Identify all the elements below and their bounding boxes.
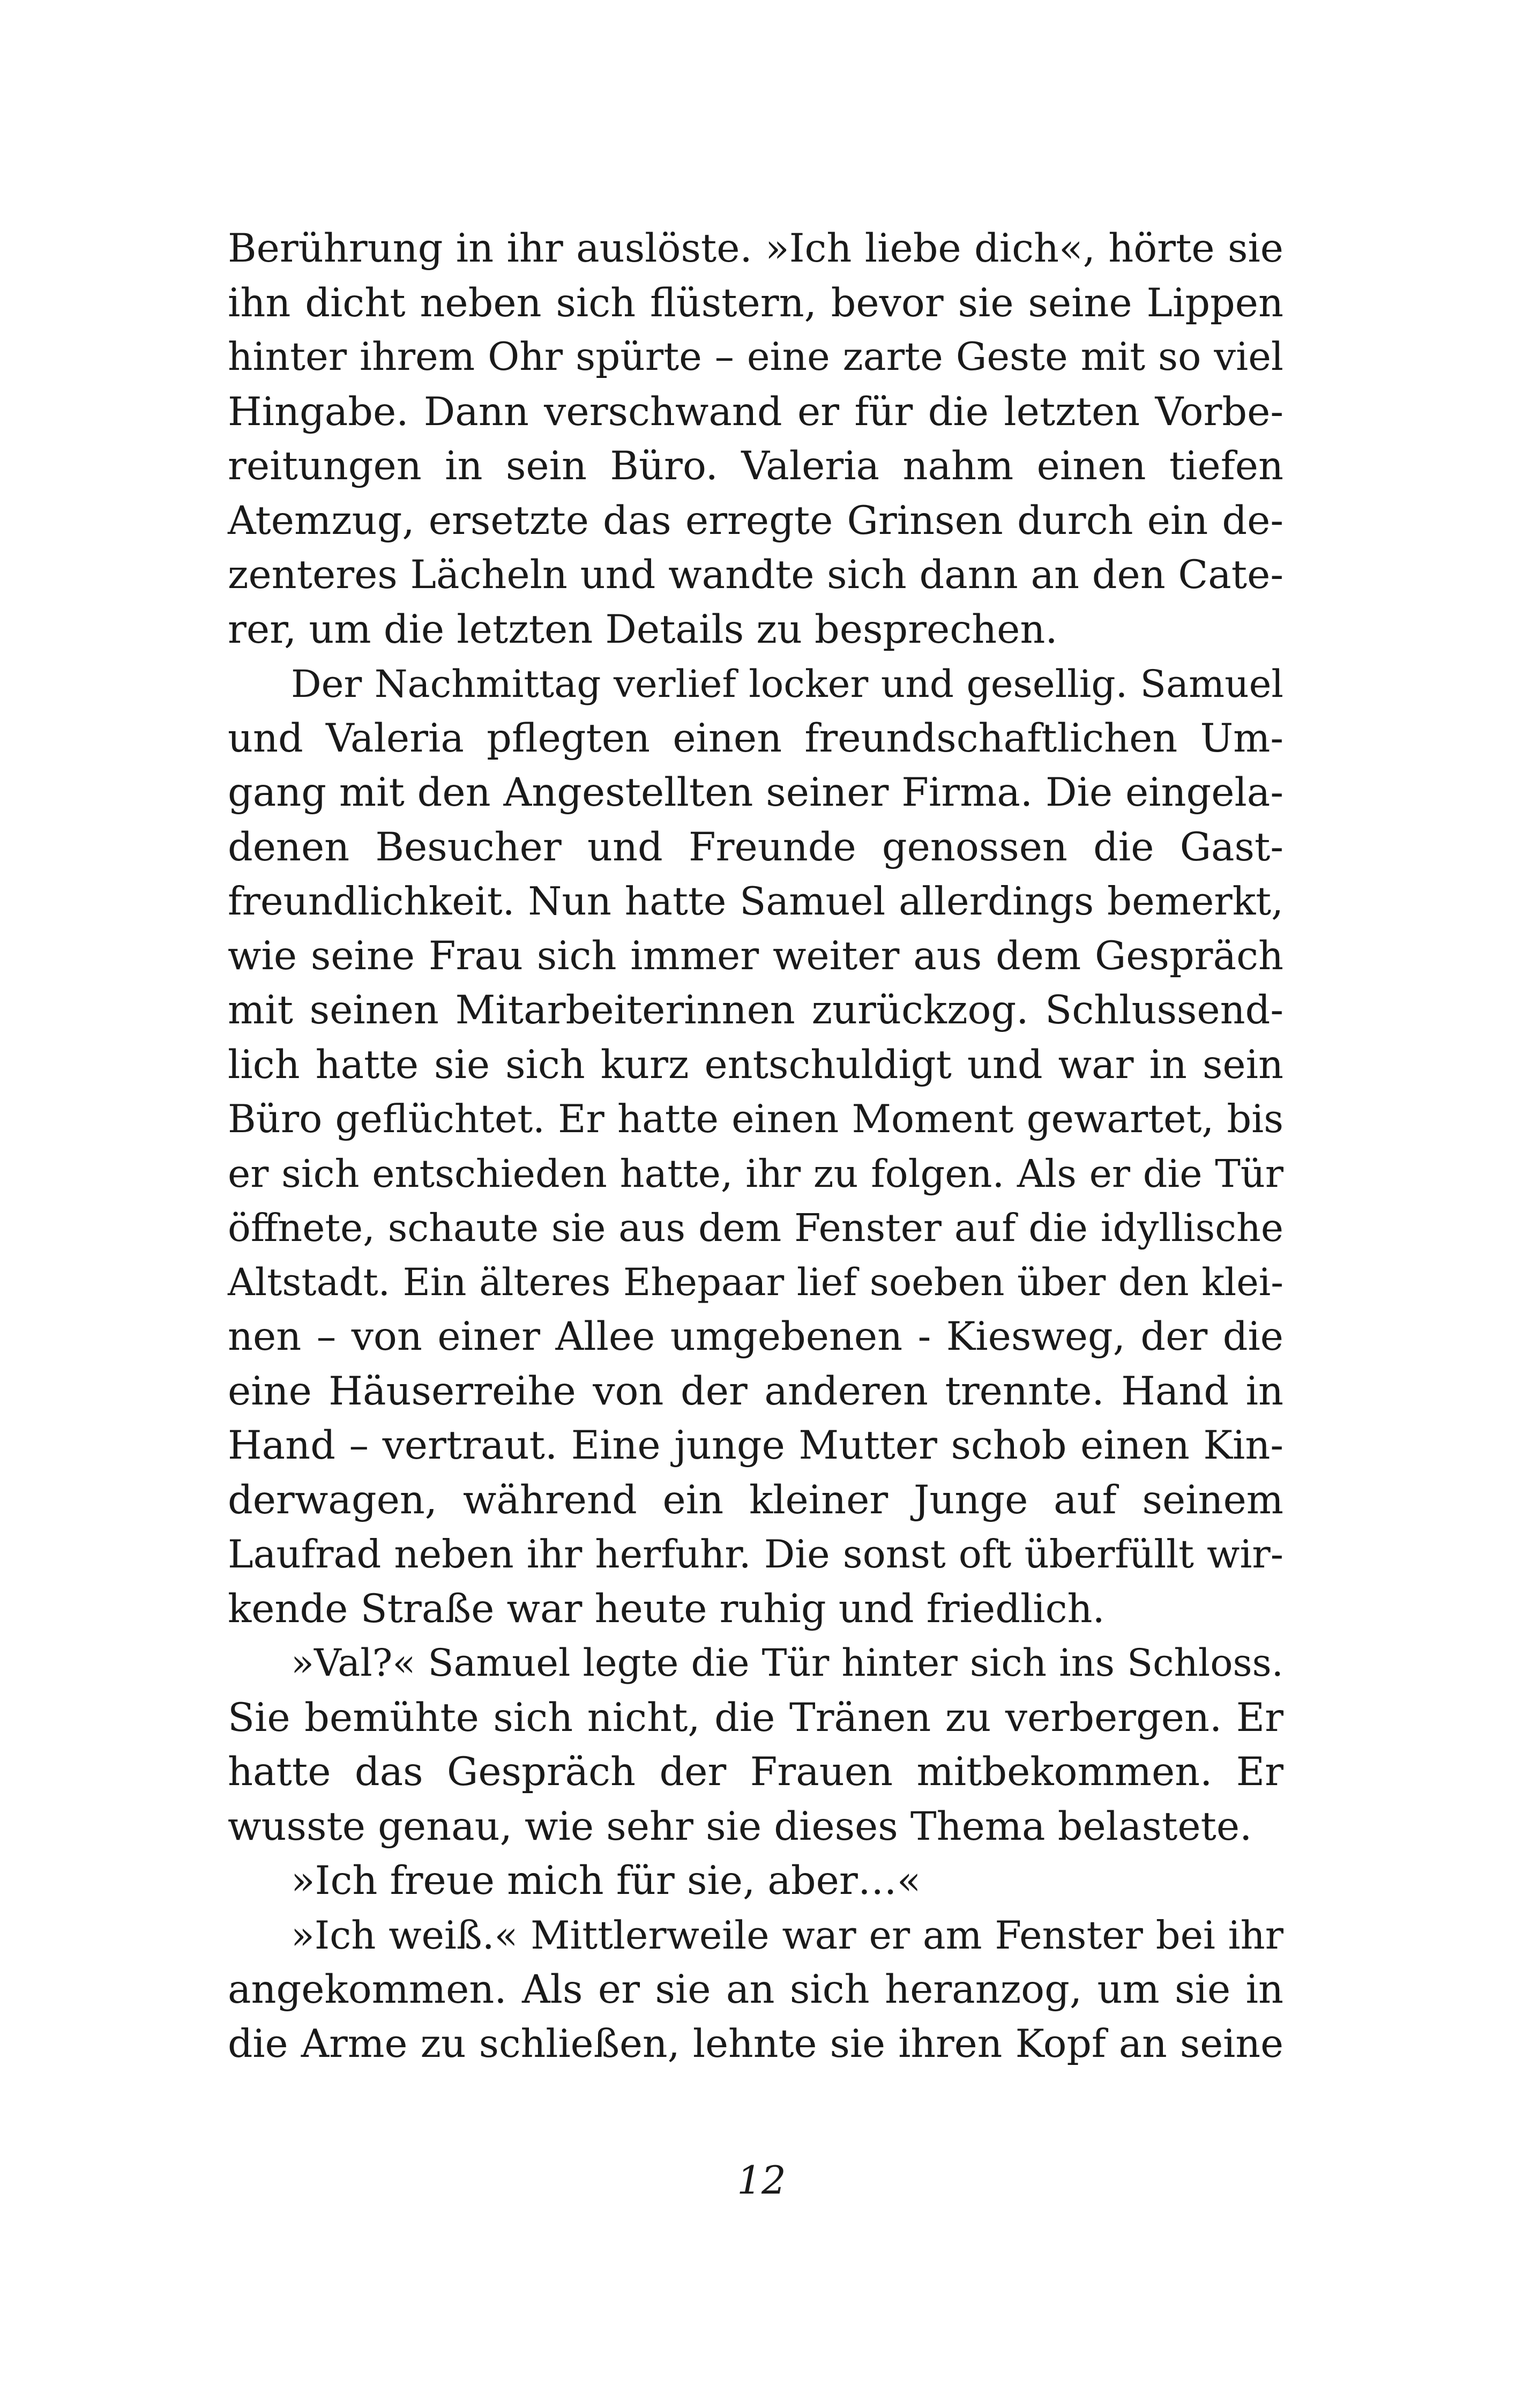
text-line: lich hatte sie sich kurz entschuldigt und war in sein	[228, 1042, 1283, 1088]
text-line: angekommen. Als er sie an sich heranzog, um sie in	[228, 1967, 1283, 2012]
text-line: freundlichkeit. Nun hatte Samuel allerdings bemerkt,	[228, 879, 1283, 924]
text-line: gang mit den Angestellten seiner Firma. Die eingela-	[228, 770, 1283, 815]
text-line: ihn dicht neben sich flüstern, bevor sie seine Lippen	[228, 280, 1283, 326]
text-line: die Arme zu schließen, lehnte sie ihren Kopf an seine	[228, 2021, 1283, 2067]
text-line: »Ich weiß.« Mittlerweile war er am Fenster bei ihr	[291, 1912, 1283, 1958]
text-line: eine Häuserreihe von der anderen trennte. Hand in	[228, 1368, 1283, 1414]
text-line: Hand – vertraut. Eine junge Mutter schob einen Kin-	[228, 1423, 1283, 1468]
text-line: Hingabe. Dann verschwand er für die letzten Vorbe-	[228, 389, 1283, 435]
body-text	[228, 221, 1283, 2071]
text-line: denen Besucher und Freunde genossen die Gast-	[228, 824, 1283, 870]
text-line: wie seine Frau sich immer weiter aus dem Gespräch	[228, 933, 1283, 979]
text-line: hinter ihrem Ohr spürte – eine zarte Geste mit so viel	[228, 335, 1283, 380]
text-line: zenteres Lächeln und wandte sich dann an den Cate-	[228, 552, 1283, 598]
text-line: Altstadt. Ein älteres Ehepaar lief soeben über den klei-	[228, 1260, 1283, 1304]
text-line: Büro geflüchtet. Er hatte einen Moment gewartet, bis	[228, 1096, 1283, 1141]
text-line: und Valeria pflegten einen freundschaftlichen Um-	[228, 715, 1283, 761]
text-line: kende Straße war heute ruhig und friedlich.	[228, 1586, 1105, 1632]
text-line: reitungen in sein Büro. Valeria nahm einen tiefen	[228, 443, 1283, 489]
text-line: rer, um die letzten Details zu besprechen.	[228, 606, 1058, 652]
text-line: Sie bemühte sich nicht, die Tränen zu verbergen. Er	[228, 1694, 1283, 1741]
text-line: Berührung in ihr auslöste. »Ich liebe dich«, hörte sie	[228, 226, 1283, 271]
text-line: wusste genau, wie sehr sie dieses Thema belastete.	[228, 1803, 1252, 1849]
text-line: »Ich freue mich für sie, aber…«	[291, 1858, 921, 1904]
text-line: »Val?« Samuel legte die Tür hinter sich ins Schloss.	[291, 1641, 1283, 1685]
text-line: hatte das Gespräch der Frauen mitbekommen. Er	[228, 1749, 1283, 1795]
text-line: öffnete, schaute sie aus dem Fenster auf die idyllische	[228, 1206, 1283, 1250]
text-line: er sich entschieden hatte, ihr zu folgen. Als er die Tür	[228, 1151, 1283, 1196]
text-line: Atemzug, ersetzte das erregte Grinsen durch ein de-	[228, 497, 1283, 544]
page-number: 12	[737, 2158, 786, 2203]
text-line: nen – von einer Allee umgebenen - Kiesweg, der die	[228, 1314, 1283, 1359]
text-line: Der Nachmittag verlief locker und gesellig. Samuel	[291, 662, 1283, 706]
text-line: derwagen, während ein kleiner Junge auf seinem	[228, 1477, 1283, 1523]
text-line: Laufrad neben ihr herfuhr. Die sonst oft überfüllt wir-	[228, 1532, 1283, 1577]
text-line: mit seinen Mitarbeiterinnen zurückzog. Schlussend-	[228, 987, 1283, 1033]
